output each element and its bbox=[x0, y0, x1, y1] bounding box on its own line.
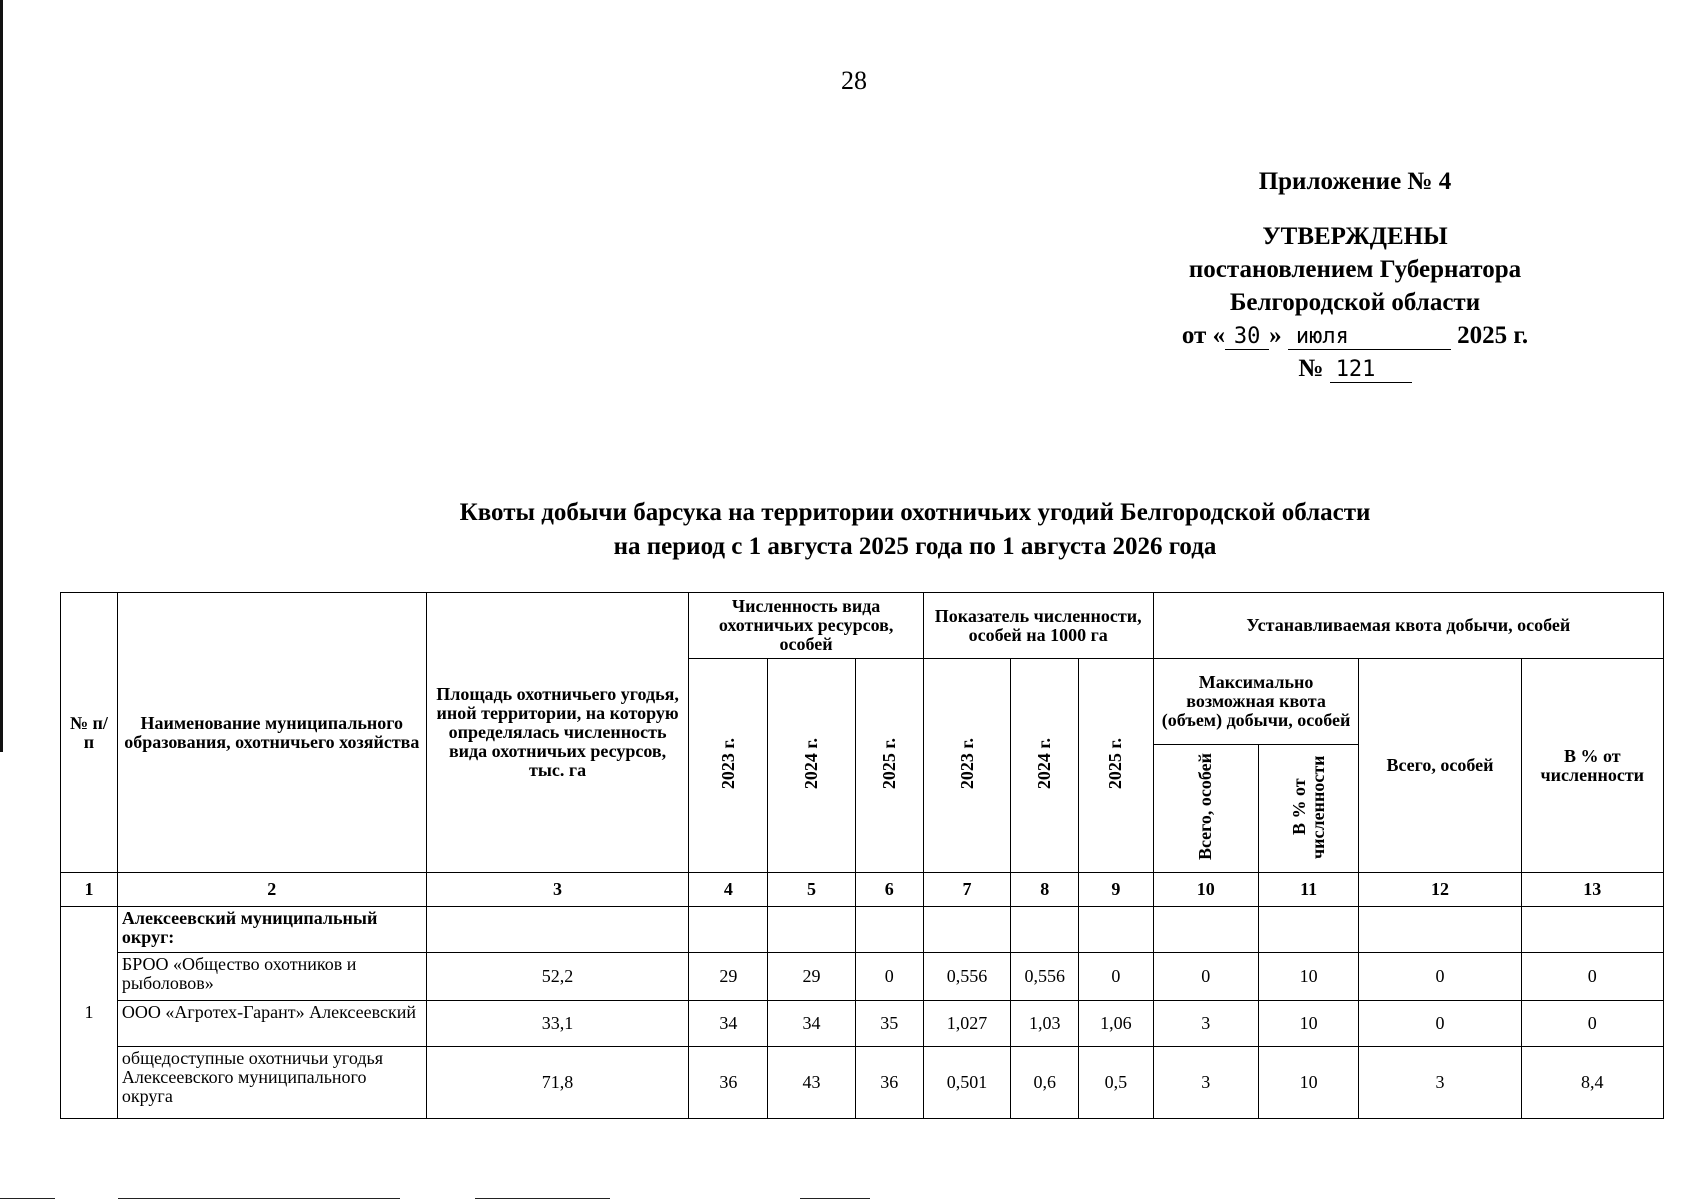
approval-date bbox=[1140, 319, 1570, 352]
row-density-2023: 0,556 bbox=[923, 953, 1011, 1001]
table-row bbox=[61, 1001, 1664, 1047]
row-percent: 0 bbox=[1521, 953, 1663, 1001]
row-density-2024: 0,556 bbox=[1011, 953, 1079, 1001]
row-total: 0 bbox=[1359, 953, 1521, 1001]
column-number-row bbox=[61, 873, 1664, 907]
row-density-2023: 0,501 bbox=[923, 1047, 1011, 1119]
column-number: 11 bbox=[1258, 873, 1359, 907]
approval-line-2: Белгородской области bbox=[1229, 289, 1481, 316]
bottom-rule bbox=[475, 1198, 610, 1199]
row-total: 3 bbox=[1359, 1047, 1521, 1119]
header-density: Показатель численности, особей на 1000 га bbox=[923, 593, 1153, 659]
header-quota: Устанавливаемая квота добычи, особей bbox=[1153, 593, 1663, 659]
bottom-rule bbox=[118, 1198, 400, 1199]
approval-number bbox=[1140, 352, 1570, 385]
table-row bbox=[61, 953, 1664, 1001]
row-name: БРОО «Общество охотников и рыболовов» bbox=[117, 953, 426, 1001]
date-mid: » bbox=[1269, 322, 1282, 349]
document-title bbox=[330, 496, 1500, 564]
column-number: 7 bbox=[923, 873, 1011, 907]
row-max-total: 3 bbox=[1153, 1047, 1258, 1119]
row-name: общедоступные охотничьи угодья Алексеевского муниципального округа bbox=[117, 1047, 426, 1119]
column-number: 5 bbox=[768, 873, 856, 907]
column-number: 13 bbox=[1521, 873, 1663, 907]
header-population: Численность вида охотничьих ресурсов, особей bbox=[689, 593, 923, 659]
row-pop-2023: 36 bbox=[689, 1047, 768, 1119]
row-total: 0 bbox=[1359, 1001, 1521, 1047]
row-density-2025: 0 bbox=[1079, 953, 1153, 1001]
header-pop-2024: 2024 г. bbox=[768, 659, 856, 873]
row-percent: 0 bbox=[1521, 1001, 1663, 1047]
date-month: июля bbox=[1288, 325, 1451, 350]
column-number: 3 bbox=[426, 873, 689, 907]
row-pop-2025: 36 bbox=[855, 1047, 923, 1119]
row-area: 52,2 bbox=[426, 953, 689, 1001]
row-pop-2025: 35 bbox=[855, 1001, 923, 1047]
row-density-2025: 1,06 bbox=[1079, 1001, 1153, 1047]
row-name: ООО «Агротех-Гарант» Алексеевский bbox=[117, 1001, 426, 1047]
row-max-total: 3 bbox=[1153, 1001, 1258, 1047]
header-density-2024: 2024 г. bbox=[1011, 659, 1079, 873]
approval-block bbox=[1140, 165, 1570, 385]
header-num: № п/п bbox=[61, 593, 118, 873]
row-area: 33,1 bbox=[426, 1001, 689, 1047]
header-density-2023: 2023 г. bbox=[923, 659, 1011, 873]
row-density-2024: 0,6 bbox=[1011, 1047, 1079, 1119]
title-line-1: Квоты добычи барсука на территории охотничьих угодий Белгородской области bbox=[459, 499, 1371, 526]
header-density-2025: 2025 г. bbox=[1079, 659, 1153, 873]
column-number: 6 bbox=[855, 873, 923, 907]
row-pop-2024: 29 bbox=[768, 953, 856, 1001]
approved-label: УТВЕРЖДЕНЫ bbox=[1262, 223, 1448, 250]
column-number: 2 bbox=[117, 873, 426, 907]
column-number: 12 bbox=[1359, 873, 1521, 907]
header-max-total: Всего, особей bbox=[1153, 745, 1258, 873]
column-number: 1 bbox=[61, 873, 118, 907]
column-number: 9 bbox=[1079, 873, 1153, 907]
bottom-rule bbox=[800, 1198, 870, 1199]
bottom-rule bbox=[0, 1198, 55, 1199]
date-prefix: от « bbox=[1181, 322, 1226, 349]
row-pop-2023: 29 bbox=[689, 953, 768, 1001]
group-number: 1 bbox=[61, 907, 118, 1119]
row-density-2023: 1,027 bbox=[923, 1001, 1011, 1047]
title-line-2: на период с 1 августа 2025 года по 1 августа 2026 года bbox=[613, 533, 1217, 560]
column-number: 8 bbox=[1011, 873, 1079, 907]
date-day: 30 bbox=[1225, 325, 1269, 350]
row-area: 71,8 bbox=[426, 1047, 689, 1119]
date-year: 2025 г. bbox=[1457, 322, 1529, 349]
table-row bbox=[61, 1047, 1664, 1119]
group-row bbox=[61, 907, 1664, 953]
group-name: Алексеевский муниципальный округ: bbox=[117, 907, 426, 953]
row-max-percent: 10 bbox=[1258, 1001, 1359, 1047]
header-name: Наименование муниципального образования, охотничьего хозяйства bbox=[117, 593, 426, 873]
row-pop-2023: 34 bbox=[689, 1001, 768, 1047]
row-pop-2025: 0 bbox=[855, 953, 923, 1001]
header-area: Площадь охотничьего угодья, иной территории, на которую определялась численность вида охотничьих ресурсов, тыс. га bbox=[426, 593, 689, 873]
quota-table bbox=[60, 592, 1664, 1119]
row-density-2024: 1,03 bbox=[1011, 1001, 1079, 1047]
appendix-label: Приложение № 4 bbox=[1258, 168, 1452, 195]
page-number: 28 bbox=[841, 66, 867, 95]
header-pop-2023: 2023 г. bbox=[689, 659, 768, 873]
row-density-2025: 0,5 bbox=[1079, 1047, 1153, 1119]
column-number: 10 bbox=[1153, 873, 1258, 907]
header-total: Всего, особей bbox=[1359, 659, 1521, 873]
row-pop-2024: 43 bbox=[768, 1047, 856, 1119]
header-max-percent: В % от численности bbox=[1258, 745, 1359, 873]
number-prefix: № bbox=[1298, 355, 1324, 382]
row-max-total: 0 bbox=[1153, 953, 1258, 1001]
header-max-quota: Максимально возможная квота (объем) добычи, особей bbox=[1153, 659, 1359, 745]
row-max-percent: 10 bbox=[1258, 953, 1359, 1001]
header-pop-2025: 2025 г. bbox=[855, 659, 923, 873]
row-pop-2024: 34 bbox=[768, 1001, 856, 1047]
number-value: 121 bbox=[1330, 358, 1412, 383]
header-percent: В % от численности bbox=[1521, 659, 1663, 873]
row-max-percent: 10 bbox=[1258, 1047, 1359, 1119]
column-number: 4 bbox=[689, 873, 768, 907]
row-percent: 8,4 bbox=[1521, 1047, 1663, 1119]
approval-line-1: постановлением Губернатора bbox=[1188, 256, 1522, 283]
left-margin-rule bbox=[0, 0, 3, 752]
